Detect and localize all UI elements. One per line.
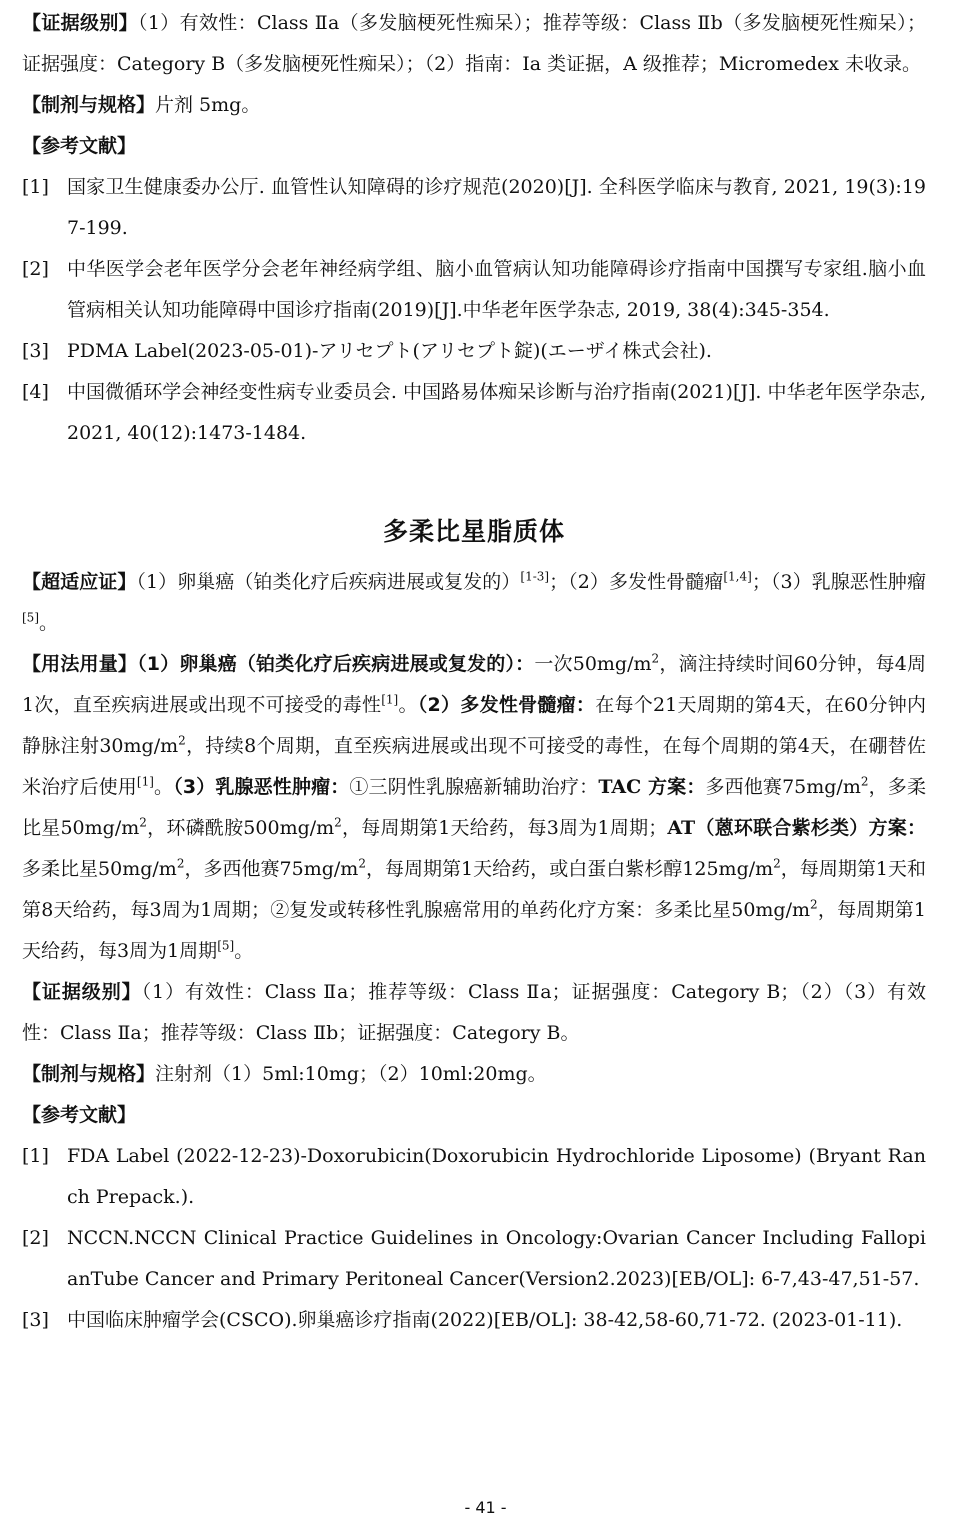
dosage-heading-ovarian: （1）卵巢癌（铂类化疗后疾病进展或复发的）： bbox=[137, 653, 535, 675]
reference-item bbox=[22, 167, 926, 249]
citation: [1] bbox=[381, 692, 399, 707]
drug-evidence-level-paragraph bbox=[22, 972, 926, 1054]
dosage-paragraph bbox=[22, 644, 926, 972]
citation: [1,4] bbox=[723, 569, 752, 584]
references-heading bbox=[22, 126, 926, 167]
reference-text: FDA Label (2022-12-23)-Doxorubicin(Doxorubicin Hydrochloride Liposome) (Bryant Ranch Prepack.). bbox=[67, 1145, 926, 1208]
document-page bbox=[22, 3, 926, 1341]
dosage-text: 一次50mg/m bbox=[534, 653, 652, 675]
citation: [1-3] bbox=[520, 569, 550, 584]
drug-references-label: 【参考文献】 bbox=[22, 1104, 137, 1126]
dosage-text: ，多西他赛75mg/m bbox=[184, 858, 359, 880]
evidence-level-text: （1）有效性：Class Ⅱa（多发脑梗死性痴呆）；推荐等级：Class Ⅱb（多发脑梗死性痴呆）；证据强度：Category B（多发脑梗死性痴呆）；（2）指南：Ⅰa 类证据，A 级推荐；Micromedex 未收录。 bbox=[22, 12, 926, 75]
superscript: 2 bbox=[358, 856, 366, 871]
dosage-text: 。 bbox=[153, 776, 174, 798]
reference-text: 中国微循环学会神经变性病专业委员会. 中国路易体痴呆诊断与治疗指南(2021)[J]. 中华老年医学杂志, 2021, 40(12):1473-1484. bbox=[67, 381, 926, 444]
dosage-text: ，每周期第1天和第8天给药，每3周为1周期；②复发或转移性乳腺癌常用的单药化疗方案：多柔比星50mg/m bbox=[22, 858, 926, 921]
references-label: 【参考文献】 bbox=[22, 135, 137, 157]
superscript: 2 bbox=[176, 856, 185, 871]
reference-item bbox=[22, 1218, 926, 1300]
reference-text: NCCN.NCCN Clinical Practice Guidelines in Oncology:Ovarian Cancer Including FallopianTube Cancer and Primary Peritoneal Cancer(Version2.2023)[EB/OL]: 6-7,43-47,51-57. bbox=[67, 1227, 926, 1290]
citation: [5] bbox=[22, 610, 39, 625]
reference-text: 中国临床肿瘤学会(CSCO).卵巢癌诊疗指南(2022)[EB/OL]: 38-42,58-60,71-72. (2023-01-11). bbox=[67, 1309, 903, 1331]
reference-item bbox=[22, 331, 926, 372]
drug-evidence-level-label: 【证据级别】 bbox=[22, 981, 142, 1003]
dosage-text: ，每周期第1天给药，每3周为1周期 bbox=[22, 899, 927, 962]
drug-title: 多柔比星脂质体 bbox=[382, 517, 565, 546]
reference-text: 中华医学会老年医学分会老年神经病学组、脑小血管病认知功能障碍诊疗指南中国撰写专家组.脑小血管病相关认知功能障碍中国诊疗指南(2019)[J].中华老年医学杂志, 2019, 38(4):345-354. bbox=[67, 258, 926, 321]
superscript: 2 bbox=[178, 733, 186, 748]
citation: [1] bbox=[136, 774, 154, 789]
drug-evidence-level-text: （1）有效性：Class Ⅱa；推荐等级：Class Ⅱa；证据强度：Category B；（2）（3）有效性：Class Ⅱa；推荐等级：Class Ⅱb；证据强度：Category B。 bbox=[22, 981, 926, 1044]
superscript: 2 bbox=[860, 774, 869, 789]
dosage-heading-breast: （3）乳腺恶性肿瘤： bbox=[173, 776, 350, 798]
indication-text: 。 bbox=[39, 612, 59, 634]
evidence-level-paragraph bbox=[22, 3, 926, 85]
dosage-text: 多西他赛75mg/m bbox=[705, 776, 861, 798]
reference-text: PDMA Label(2023-05-01)-アリセプト(アリセプト錠)(エーザイ株式会社). bbox=[67, 340, 712, 362]
regimen-heading-tac: TAC 方案： bbox=[598, 776, 706, 798]
dosage-text: 在每个21天周期的第4天，在60分钟内静脉注射30mg/m bbox=[22, 694, 926, 757]
drug-formulation-label: 【制剂与规格】 bbox=[22, 1063, 156, 1085]
dosage-text: ，每周期第1天给药，或白蛋白紫杉醇125mg/m bbox=[365, 858, 774, 880]
superscript: 2 bbox=[773, 856, 781, 871]
evidence-level-label: 【证据级别】 bbox=[22, 12, 139, 34]
dosage-text: 。 bbox=[234, 940, 254, 962]
dosage-text: ，滴注持续时间60分钟，每4周1次，直至疾病进展或出现不可接受的毒性 bbox=[22, 653, 926, 716]
reference-number: [3] bbox=[22, 340, 49, 362]
dosage-text: ，环磷酰胺500mg/m bbox=[146, 817, 335, 839]
reference-item bbox=[22, 249, 926, 331]
reference-list bbox=[22, 167, 926, 454]
reference-number: [1] bbox=[22, 1145, 49, 1167]
drug-formulation-text: 注射剂（1）5ml:10mg；（2）10ml:20mg。 bbox=[155, 1063, 547, 1085]
dosage-text: 多柔比星50mg/m bbox=[22, 858, 177, 880]
formulation-paragraph bbox=[22, 85, 926, 126]
drug-reference-list bbox=[22, 1136, 926, 1341]
superscript: 2 bbox=[651, 651, 660, 666]
reference-number: [2] bbox=[22, 258, 49, 280]
dosage-label: 【用法用量】 bbox=[22, 653, 138, 675]
reference-item bbox=[22, 372, 926, 454]
off-label-indication-paragraph bbox=[22, 562, 926, 644]
indication-text: ；（3）乳腺恶性肿瘤 bbox=[751, 571, 927, 593]
reference-number: [4] bbox=[22, 381, 49, 403]
regimen-heading-at: AT（蒽环联合紫杉类）方案： bbox=[667, 817, 926, 839]
dosage-text: ，多柔比星50mg/m bbox=[22, 776, 926, 839]
citation: [5] bbox=[217, 938, 235, 953]
page-number: - 41 - bbox=[464, 1498, 507, 1517]
reference-number: [2] bbox=[22, 1227, 49, 1249]
dosage-text: ，持续8个周期，直至疾病进展或出现不可接受的毒性，在每个周期的第4天，在硼替佐米治疗后使用 bbox=[22, 735, 926, 798]
indication-text: （1）卵巢癌（铂类化疗后疾病进展或复发的） bbox=[136, 571, 521, 593]
drug-formulation-paragraph bbox=[22, 1054, 926, 1095]
drug-references-heading bbox=[22, 1095, 926, 1136]
dosage-text: ，每周期第1天给药，每3周为1周期； bbox=[341, 817, 668, 839]
superscript: 2 bbox=[810, 897, 818, 912]
dosage-heading-myeloma: （2）多发性骨髓瘤： bbox=[417, 694, 596, 716]
reference-number: [3] bbox=[22, 1309, 49, 1331]
reference-text: 国家卫生健康委办公厅. 血管性认知障碍的诊疗规范(2020)[J]. 全科医学临床与教育, 2021, 19(3):197-199. bbox=[67, 176, 926, 239]
superscript: 2 bbox=[334, 815, 342, 830]
superscript: 2 bbox=[139, 815, 147, 830]
reference-number: [1] bbox=[22, 176, 49, 198]
indication-text: ；（2）多发性骨髓瘤 bbox=[549, 571, 724, 593]
off-label-indication-label: 【超适应证】 bbox=[22, 571, 137, 593]
formulation-label: 【制剂与规格】 bbox=[22, 94, 156, 116]
reference-item bbox=[22, 1136, 926, 1218]
dosage-text: 。 bbox=[398, 694, 418, 716]
dosage-text: ①三阴性乳腺癌新辅助治疗： bbox=[349, 776, 599, 798]
reference-item bbox=[22, 1300, 926, 1341]
formulation-text: 片剂 5mg。 bbox=[155, 94, 261, 116]
